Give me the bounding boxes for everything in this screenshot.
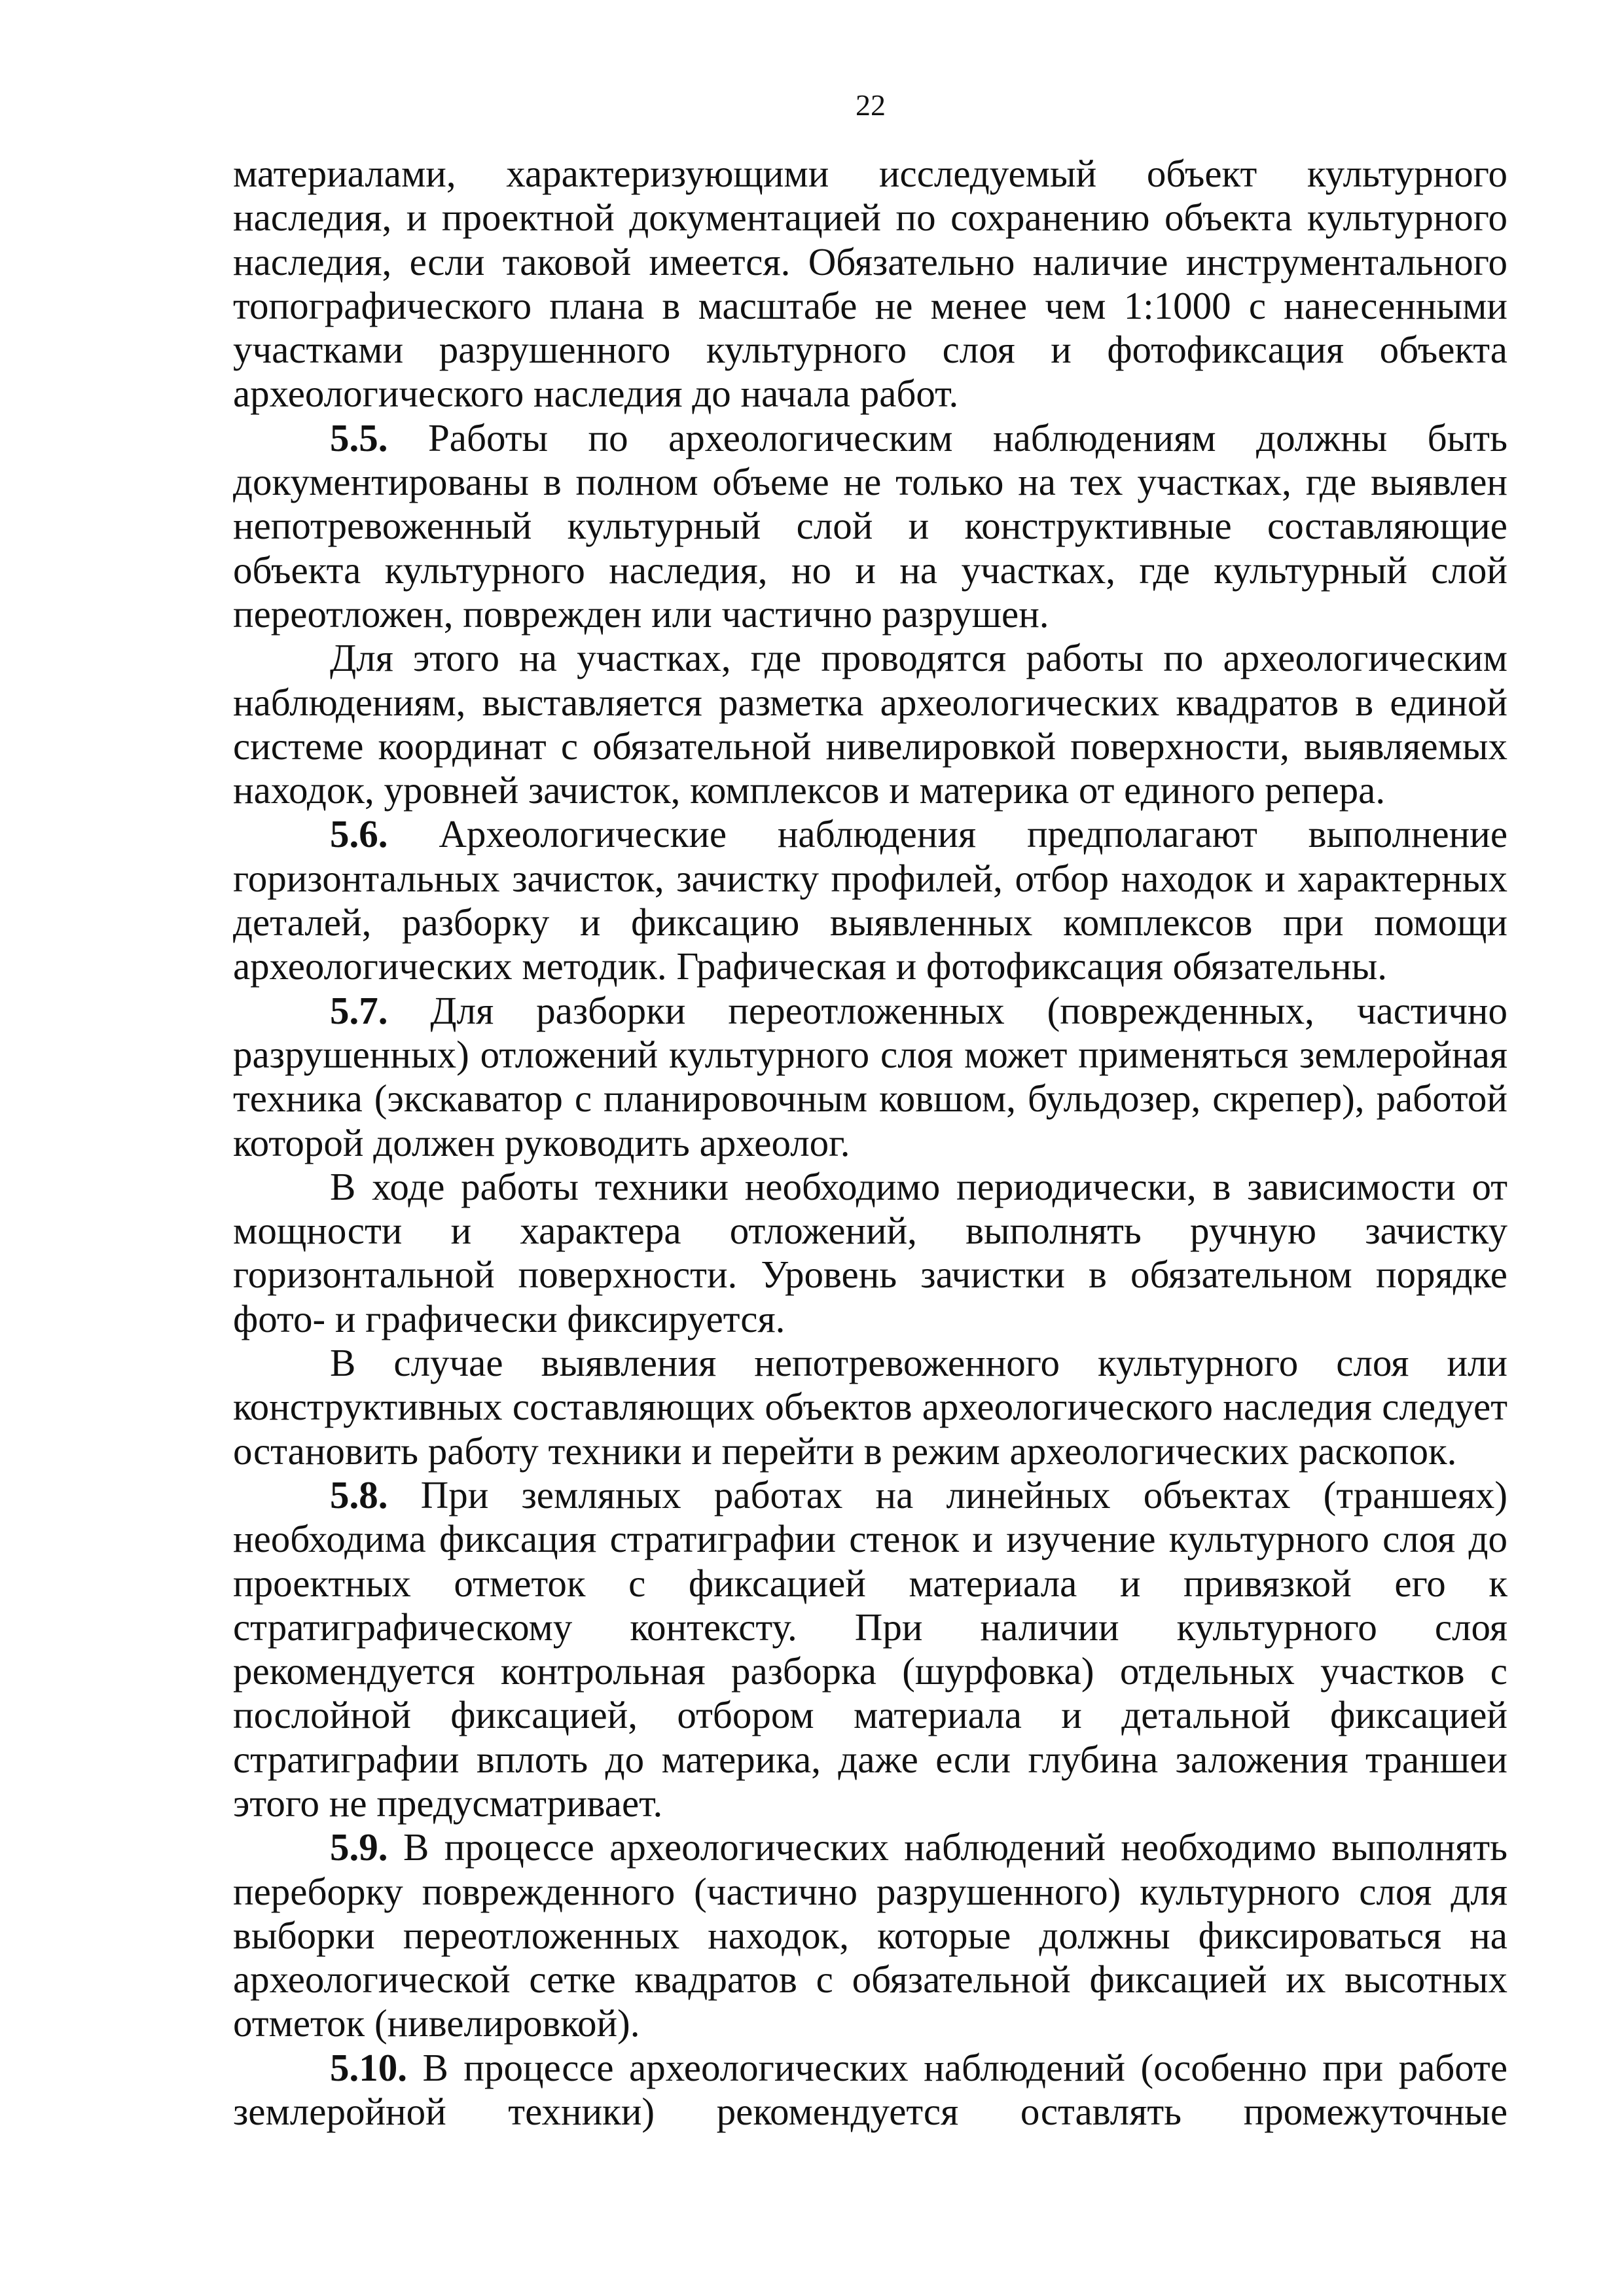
paragraph-text: Археологические наблюдения предполагают выполнение горизонтальных зачисток, зачистку профилей, отбор находок и характерных деталей, разборку и фиксацию выявленных комплексов при помощи археологических методик. Графическая и фотофиксация обязательны.	[233, 812, 1508, 988]
paragraph-5-7-b	[233, 1165, 1507, 1341]
paragraph-text: Для этого на участках, где проводятся работы по археологическим наблюдениям, выставляется разметка археологических квадратов в единой системе координат с обязательной нивелировкой поверхности, выявляемых находок, уровней зачисток, комплексов и материка от единого репера.	[233, 636, 1507, 812]
paragraph-5-7-c	[233, 1341, 1507, 1473]
paragraph-continuation	[233, 152, 1507, 416]
paragraph-text: При земляных работах на линейных объектах (траншеях) необходима фиксация стратиграфии стенок и изучение культурного слоя до проектных отметок с фиксацией материала и привязкой его к стратиграфическому контексту. При наличии культурного слоя рекомендуется контрольная разборка (шурфовка) отдельных участков с послойной фиксацией, отбором материала и детальной фиксацией стратиграфии вплоть до материка, даже если глубина заложения траншеи этого не предусматривает.	[233, 1473, 1507, 1825]
paragraph-5-8	[233, 1473, 1507, 1825]
paragraph-text: В процессе археологических наблюдений (особенно при работе землеройной техники) рекомендуется оставлять промежуточные	[233, 2045, 1507, 2134]
paragraph-text: Работы по археологическим наблюдениям должны быть документированы в полном объеме не только на тех участках, где выявлен непотревоженный культурный слой и конструктивные составляющие объекта культурного наследия, но и на участках, где культурный слой переотложен, поврежден или частично разрушен.	[233, 416, 1508, 636]
paragraph-5-7	[233, 989, 1507, 1165]
paragraph-text: В случае выявления непотревоженного культурного слоя или конструктивных составляющих объектов археологического наследия следует остановить работу техники и перейти в режим археологических раскопок.	[233, 1341, 1507, 1473]
section-number: 5.5.	[330, 416, 388, 459]
paragraph-5-6	[233, 812, 1507, 988]
paragraph-5-9	[233, 1825, 1507, 2045]
paragraph-text: материалами, характеризующими исследуемый объект культурного наследия, и проектной документацией по сохранению объекта культурного наследия, если таковой имеется. Обязательно наличие инструментального топографического плана в масштабе не менее чем 1:1000 с нанесенными участками разрушенного культурного слоя и фотофиксация объекта археологического наследия до начала работ.	[233, 152, 1507, 416]
page-number: 22	[856, 88, 886, 122]
paragraph-text: Для разборки переотложенных (поврежденных, частично разрушенных) отложений культурного слоя может применяться землеройная техника (экскаватор с планировочным ковшом, бульдозер, скрепер), работой которой должен руководить археолог.	[233, 988, 1507, 1164]
paragraph-text: В ходе работы техники необходимо периодически, в зависимости от мощности и характера отложений, выполнять ручную зачистку горизонтальной поверхности. Уровень зачистки в обязательном порядке фото- и графически фиксируется.	[233, 1164, 1507, 1340]
section-number: 5.10.	[330, 2045, 407, 2089]
paragraph-5-5	[233, 416, 1507, 636]
section-number: 5.7.	[330, 988, 388, 1032]
paragraph-text: В процессе археологических наблюдений необходимо выполнять переборку поврежденного (частично разрушенного) культурного слоя для выборки переотложенных находок, которые должны фиксироваться на археологической сетке квадратов с обязательной фиксацией их высотных отметок (нивелировкой).	[233, 1825, 1508, 2045]
section-number: 5.8.	[330, 1473, 388, 1516]
section-number: 5.9.	[330, 1825, 388, 1869]
paragraph-5-10	[233, 2046, 1507, 2134]
document-body	[233, 152, 1507, 2134]
section-number: 5.6.	[330, 812, 388, 856]
paragraph-5-5-b	[233, 636, 1507, 812]
